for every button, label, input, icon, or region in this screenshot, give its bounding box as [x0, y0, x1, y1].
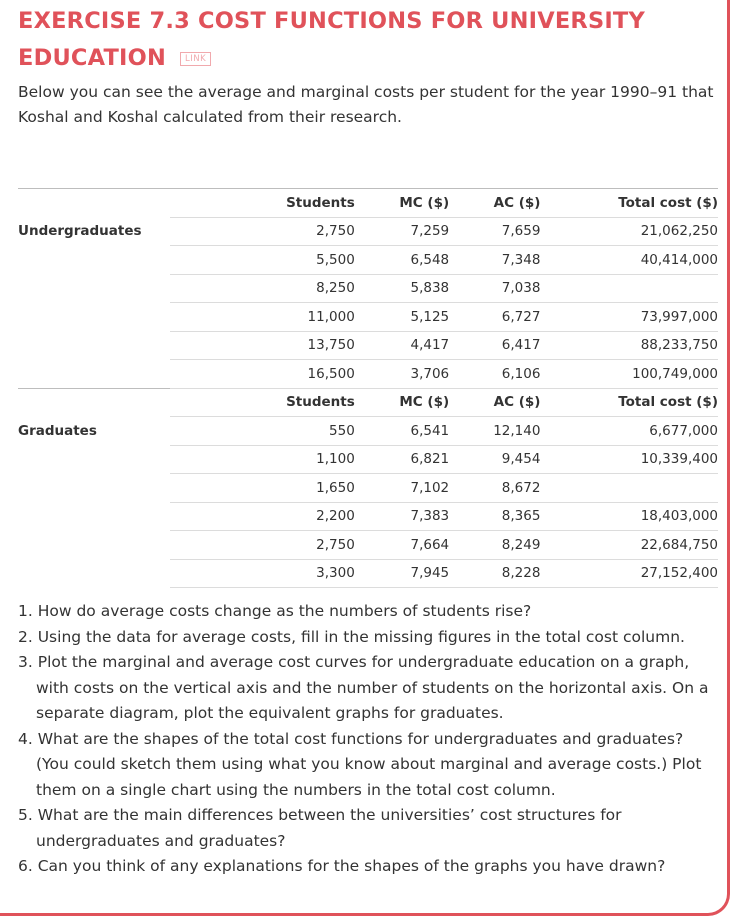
table-cell — [540, 274, 718, 303]
table-cell: 27,152,400 — [540, 559, 718, 588]
question-item: 3. Plot the marginal and average cost curves for undergraduate education on a graph, with costs on the vertical axis and the number of students on the horizontal axis. On a separate diagram, plot the equivalent graphs for graduates. — [18, 653, 709, 722]
column-header: Total cost ($) — [540, 189, 718, 218]
table-cell: 7,659 — [449, 217, 540, 246]
table-cell: 7,664 — [355, 531, 449, 560]
table-cell: 13,750 — [170, 331, 355, 360]
table-cell: 1,650 — [170, 474, 355, 503]
table-cell: 9,454 — [449, 445, 540, 474]
column-header: Students — [170, 189, 355, 218]
table-cell: 8,228 — [449, 559, 540, 588]
header-blank-cell — [18, 388, 170, 417]
table-cell: 2,750 — [170, 531, 355, 560]
table-cell: 3,300 — [170, 559, 355, 588]
table-cell: 4,417 — [355, 331, 449, 360]
header-blank-cell — [18, 189, 170, 218]
table-cell: 8,249 — [449, 531, 540, 560]
table-cell: 40,414,000 — [540, 246, 718, 275]
table-cell — [540, 474, 718, 503]
table-cell: 7,383 — [355, 502, 449, 531]
question-item: 5. What are the main differences between the universities’ cost structures for undergraduates and graduates? — [18, 806, 622, 850]
table-cell: 6,417 — [449, 331, 540, 360]
column-header: MC ($) — [355, 388, 449, 417]
table-cell: 7,038 — [449, 274, 540, 303]
table-cell: 5,500 — [170, 246, 355, 275]
group-label: Graduates — [18, 422, 97, 439]
intro-text: Below you can see the average and marginal costs per student for the year 1990–91 that Koshal and Koshal calculated from their research. — [18, 83, 714, 126]
table-header-row — [18, 189, 718, 218]
table-row — [18, 417, 718, 446]
question-item: 1. How do average costs change as the numbers of students rise? — [18, 602, 532, 620]
question-list — [18, 599, 718, 880]
table-cell: 12,140 — [449, 417, 540, 446]
table-cell: 21,062,250 — [540, 217, 718, 246]
group-label: Undergraduates — [18, 223, 142, 239]
table-cell: 73,997,000 — [540, 303, 718, 332]
column-header: Students — [170, 388, 355, 417]
question-item: 4. What are the shapes of the total cost functions for undergraduates and graduates? (You could sketch them using what you know about marginal and average costs.) Plot them on a single chart using the numbers in the total cost column. — [18, 729, 702, 799]
table-cell: 2,750 — [170, 217, 355, 246]
table-cell: 3,706 — [355, 360, 449, 389]
table-cell: 5,838 — [355, 274, 449, 303]
table-cell: 88,233,750 — [540, 331, 718, 360]
title-line-1: EXERCISE 7.3 COST FUNCTIONS FOR UNIVERSITY — [18, 8, 645, 34]
table-cell: 6,821 — [355, 445, 449, 474]
exercise-title — [18, 8, 708, 34]
table-cell: 22,684,750 — [540, 531, 718, 560]
table-cell: 6,548 — [355, 246, 449, 275]
question-item: 6. Can you think of any explanations for the shapes of the graphs you have drawn? — [18, 857, 666, 875]
table-cell: 8,365 — [449, 502, 540, 531]
column-header: Total cost ($) — [540, 388, 718, 417]
table-cell: 10,339,400 — [540, 445, 718, 474]
table-cell: 11,000 — [170, 303, 355, 332]
column-header: AC ($) — [449, 388, 540, 417]
table-cell: 7,259 — [355, 217, 449, 246]
table-cell: 8,672 — [449, 474, 540, 503]
link-badge[interactable]: LINK — [180, 52, 211, 66]
table-cell: 6,727 — [449, 303, 540, 332]
table-cell: 2,200 — [170, 502, 355, 531]
table-cell: 8,250 — [170, 274, 355, 303]
table-row — [18, 217, 718, 246]
table-cell: 16,500 — [170, 360, 355, 389]
table-cell: 6,541 — [355, 417, 449, 446]
table-cell: 7,348 — [449, 246, 540, 275]
table-cell: 1,100 — [170, 445, 355, 474]
cost-table — [18, 188, 718, 588]
column-header: MC ($) — [355, 189, 449, 218]
table-cell: 7,102 — [355, 474, 449, 503]
table-cell: 100,749,000 — [540, 360, 718, 389]
table-cell: 6,677,000 — [540, 417, 718, 446]
table-header-row — [18, 388, 718, 417]
table-cell: 7,945 — [355, 559, 449, 588]
title-line-2: EDUCATION — [18, 45, 166, 71]
table-cell: 6,106 — [449, 360, 540, 389]
question-item: 2. Using the data for average costs, fill in the missing figures in the total cost column. — [18, 627, 685, 646]
exercise-title-continued — [18, 45, 708, 71]
table-cell: 550 — [170, 417, 355, 446]
column-header: AC ($) — [449, 189, 540, 218]
table-cell: 18,403,000 — [540, 502, 718, 531]
table-cell: 5,125 — [355, 303, 449, 332]
